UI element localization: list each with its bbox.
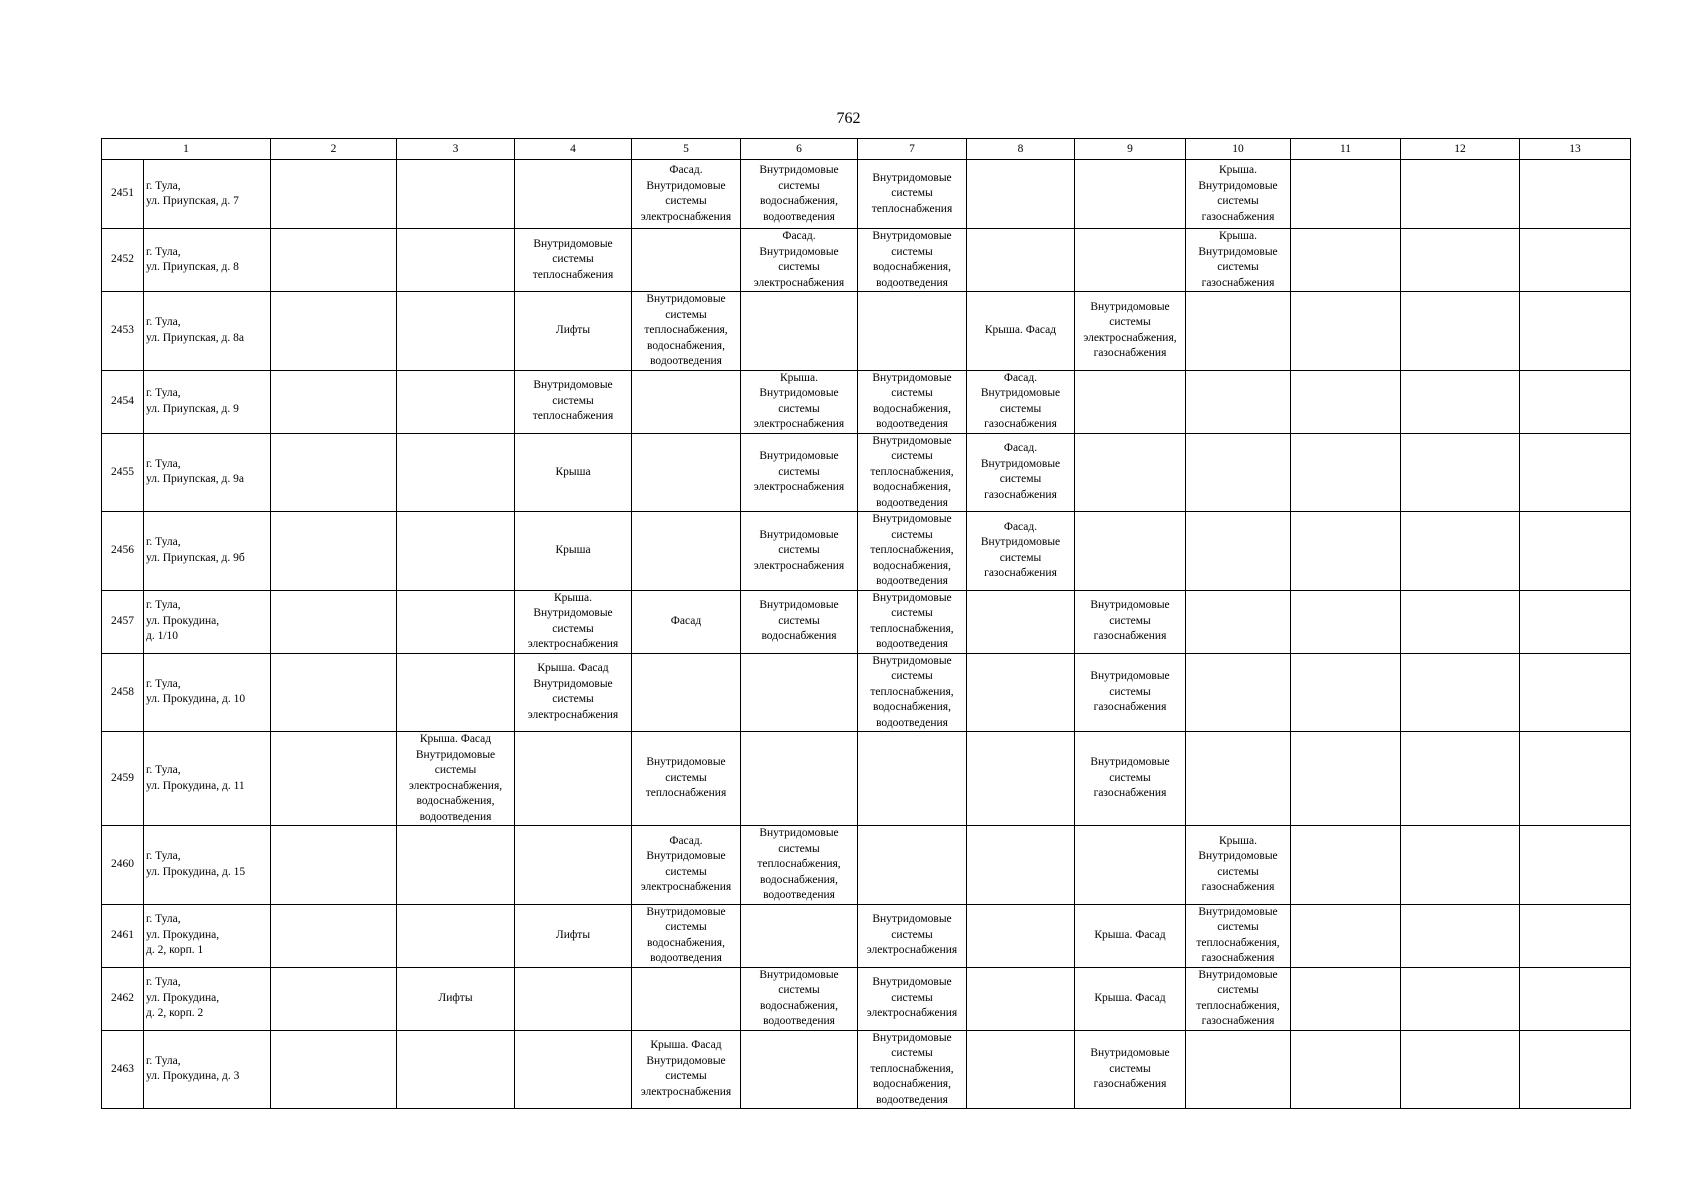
work-type-text: Лифты — [555, 324, 591, 336]
work-type-text: Внутридомовые системы теплоснабжения — [532, 379, 614, 423]
work-cell-col-7 — [858, 590, 967, 653]
work-cell-col-8 — [967, 160, 1075, 229]
work-cell-col-13 — [1520, 826, 1631, 905]
work-type-text: Крыша. Внутридомовые системы газоснабжения — [1198, 164, 1278, 223]
work-cell-col-12 — [1401, 229, 1520, 292]
work-type-text: Внутридомовые системы водоснабжения — [759, 599, 839, 643]
work-cell-col-11 — [1291, 590, 1401, 653]
work-cell-col-13 — [1520, 653, 1631, 732]
work-type-text: Внутридомовые системы теплоснабжения, водоснабжения, водоотведения — [644, 293, 728, 367]
work-cell-col-4 — [515, 653, 632, 732]
work-type-text: Внутридомовые системы газоснабжения — [1090, 1047, 1170, 1090]
work-cell-col-7 — [858, 229, 967, 292]
work-cell-col-8 — [967, 1030, 1075, 1109]
column-header-4: 4 — [515, 139, 632, 160]
address-cell — [144, 229, 271, 292]
work-cell-col-2 — [271, 732, 397, 826]
address-cell — [144, 160, 271, 229]
address-text: г. Тула, ул. Прокудина, д. 15 — [146, 850, 246, 878]
address-text: г. Тула, ул. Приупская, д. 7 — [146, 179, 239, 207]
work-cell-col-8 — [967, 590, 1075, 653]
work-cell-col-6 — [741, 653, 858, 732]
work-type-text: Внутридомовые системы электроснабжения — [753, 528, 845, 572]
work-cell-col-5 — [632, 229, 741, 292]
work-cell-col-2 — [271, 904, 397, 967]
column-header-2: 2 — [271, 139, 397, 160]
work-cell-col-5 — [632, 292, 741, 371]
work-type-text: Лифты — [555, 928, 591, 941]
row-number: 2451 — [102, 160, 144, 229]
address-cell — [144, 826, 271, 905]
address-text: г. Тула, ул. Прокудина, д. 10 — [146, 677, 246, 706]
work-cell-col-7 — [858, 512, 967, 591]
work-cell-col-5 — [632, 433, 741, 512]
row-number: 2457 — [102, 590, 144, 653]
work-cell-col-7 — [858, 904, 967, 967]
work-type-text: Внутридомовые системы теплоснабжения, водоснабжения, водоотведения — [870, 513, 954, 587]
work-cell-col-11 — [1291, 904, 1401, 967]
work-type-text: Крыша — [555, 465, 591, 478]
column-header-3: 3 — [397, 139, 515, 160]
work-type-text: Фасад. Внутридомовые системы электроснабжения — [753, 230, 845, 289]
work-type-text: Крыша. Фасад Внутридомовые системы электроснабжения — [640, 1039, 732, 1098]
work-cell-col-3 — [397, 904, 515, 967]
work-cell-col-12 — [1401, 370, 1520, 433]
work-type-text: Внутридомовые системы газоснабжения — [1090, 756, 1170, 800]
work-cell-col-11 — [1291, 160, 1401, 229]
row-number: 2456 — [102, 512, 144, 591]
row-number: 2461 — [102, 904, 144, 967]
work-type-text: Внутридомовые системы теплоснабжения, водоснабжения, водоотведения — [870, 434, 954, 509]
work-type-text: Внутридомовые системы газоснабжения — [1090, 670, 1170, 713]
table-row — [102, 512, 1631, 591]
work-type-text: Внутридомовые системы электроснабжения, газоснабжения — [1083, 300, 1177, 360]
work-type-text: Внутридомовые системы водоснабжения, водоотведения — [759, 164, 839, 223]
work-type-text: Внутридомовые системы теплоснабжения — [871, 171, 953, 215]
work-type-text: Крыша. Внутридомовые системы газоснабжения — [1198, 230, 1278, 289]
work-cell-col-12 — [1401, 160, 1520, 229]
work-cell-col-4 — [515, 732, 632, 826]
work-cell-col-10 — [1186, 433, 1291, 512]
work-cell-col-4 — [515, 1030, 632, 1109]
work-type-text: Лифты — [438, 991, 473, 1004]
column-header-9: 9 — [1075, 139, 1186, 160]
address-text: г. Тула, ул. Прокудина, д. 1/10 — [146, 599, 220, 643]
work-cell-col-7 — [858, 292, 967, 371]
work-type-text: Крыша. Фасад — [984, 324, 1057, 336]
work-cell-col-6 — [741, 512, 858, 591]
work-cell-col-3 — [397, 370, 515, 433]
column-header-7: 7 — [858, 139, 967, 160]
work-type-text: Фасад. Внутридомовые системы электроснабжения — [640, 164, 732, 223]
address-cell — [144, 1030, 271, 1109]
table-row — [102, 1030, 1631, 1109]
work-cell-col-10 — [1186, 653, 1291, 732]
work-cell-col-7 — [858, 967, 967, 1030]
work-cell-col-3 — [397, 229, 515, 292]
work-cell-col-8 — [967, 292, 1075, 371]
address-text: г. Тула, ул. Прокудина, д. 2, корп. 1 — [146, 913, 220, 957]
work-type-text: Внутридомовые системы теплоснабжения, газоснабжения — [1196, 968, 1280, 1027]
work-cell-col-10 — [1186, 512, 1291, 591]
work-type-text: Внутридомовые системы теплоснабжения, водоснабжения, водоотведения — [870, 1031, 954, 1106]
work-cell-col-6 — [741, 1030, 858, 1109]
work-cell-col-6 — [741, 826, 858, 905]
work-cell-col-9 — [1075, 292, 1186, 371]
work-cell-col-12 — [1401, 653, 1520, 732]
work-cell-col-12 — [1401, 590, 1520, 653]
column-header-10: 10 — [1186, 139, 1291, 160]
work-cell-col-3 — [397, 967, 515, 1030]
address-text: г. Тула, ул. Приупская, д. 9а — [146, 457, 244, 486]
work-cell-col-2 — [271, 512, 397, 591]
table-row — [102, 370, 1631, 433]
address-text: г. Тула, ул. Приупская, д. 8а — [146, 316, 244, 344]
work-cell-col-8 — [967, 653, 1075, 732]
work-cell-col-10 — [1186, 590, 1291, 653]
work-cell-col-4 — [515, 229, 632, 292]
work-cell-col-6 — [741, 904, 858, 967]
work-cell-col-9 — [1075, 732, 1186, 826]
table-row — [102, 967, 1631, 1030]
work-cell-col-11 — [1291, 229, 1401, 292]
work-cell-col-8 — [967, 229, 1075, 292]
work-cell-col-10 — [1186, 967, 1291, 1030]
work-cell-col-2 — [271, 370, 397, 433]
table-row — [102, 590, 1631, 653]
work-type-text: Внутридомовые системы электроснабжения — [866, 976, 958, 1020]
address-cell — [144, 732, 271, 826]
work-cell-col-4 — [515, 292, 632, 371]
work-cell-col-4 — [515, 967, 632, 1030]
work-cell-col-13 — [1520, 512, 1631, 591]
table-row — [102, 653, 1631, 732]
work-type-text: Крыша. Внутридомовые системы газоснабжения — [1198, 834, 1278, 894]
work-cell-col-11 — [1291, 292, 1401, 371]
work-cell-col-5 — [632, 904, 741, 967]
work-cell-col-9 — [1075, 160, 1186, 229]
work-cell-col-5 — [632, 370, 741, 433]
page-number: 762 — [836, 110, 861, 127]
work-cell-col-3 — [397, 433, 515, 512]
work-cell-col-11 — [1291, 967, 1401, 1030]
work-cell-col-11 — [1291, 370, 1401, 433]
table-row — [102, 229, 1631, 292]
work-cell-col-5 — [632, 653, 741, 732]
work-cell-col-9 — [1075, 1030, 1186, 1109]
work-cell-col-8 — [967, 826, 1075, 905]
row-number: 2455 — [102, 433, 144, 512]
work-cell-col-10 — [1186, 826, 1291, 905]
work-type-text: Внутридомовые системы теплоснабжения, газоснабжения — [1196, 905, 1280, 964]
work-type-text: Крыша. Фасад Внутридомовые системы электроснабжения — [527, 662, 619, 721]
work-cell-col-2 — [271, 653, 397, 732]
work-type-text: Внутридомовые системы водоснабжения, водоотведения — [646, 905, 726, 964]
work-cell-col-6 — [741, 590, 858, 653]
work-cell-col-6 — [741, 433, 858, 512]
work-type-text: Фасад — [670, 614, 702, 627]
header-row — [102, 139, 1631, 160]
work-cell-col-2 — [271, 1030, 397, 1109]
row-number: 2454 — [102, 370, 144, 433]
work-cell-col-12 — [1401, 904, 1520, 967]
address-cell — [144, 653, 271, 732]
table-row — [102, 826, 1631, 905]
work-cell-col-10 — [1186, 292, 1291, 371]
work-type-text: Крыша. Внутридомовые системы электроснабжения — [527, 591, 619, 650]
work-type-text: Крыша — [555, 544, 591, 556]
work-cell-col-11 — [1291, 826, 1401, 905]
work-cell-col-7 — [858, 1030, 967, 1109]
work-cell-col-11 — [1291, 512, 1401, 591]
work-cell-col-4 — [515, 904, 632, 967]
work-type-text: Внутридомовые системы теплоснабжения — [645, 756, 727, 800]
row-number: 2458 — [102, 653, 144, 732]
work-cell-col-3 — [397, 826, 515, 905]
address-cell — [144, 904, 271, 967]
work-type-text: Внутридомовые системы водоснабжения, водоотведения — [759, 968, 839, 1027]
work-type-text: Внутридомовые системы теплоснабжения, водоснабжения, водоотведения — [757, 827, 841, 901]
work-cell-col-13 — [1520, 292, 1631, 371]
column-header-13: 13 — [1520, 139, 1631, 160]
address-text: г. Тула, ул. Прокудина, д. 11 — [146, 764, 245, 792]
work-cell-col-9 — [1075, 590, 1186, 653]
work-cell-col-8 — [967, 732, 1075, 826]
work-cell-col-13 — [1520, 590, 1631, 653]
row-number: 2459 — [102, 732, 144, 826]
address-text: г. Тула, ул. Приупская, д. 8 — [146, 245, 239, 273]
work-type-text: Внутридомовые системы электроснабжения — [866, 913, 958, 957]
work-cell-col-9 — [1075, 904, 1186, 967]
work-type-text: Крыша. Фасад Внутридомовые системы электроснабжения, водоснабжения, водоотведения — [408, 733, 503, 823]
work-type-text: Крыша. Фасад — [1094, 928, 1166, 941]
work-cell-col-13 — [1520, 229, 1631, 292]
address-text: г. Тула, ул. Прокудина, д. 2, корп. 2 — [146, 976, 220, 1020]
work-cell-col-9 — [1075, 967, 1186, 1030]
work-type-text: Крыша. Внутридомовые системы электроснабжения — [753, 371, 845, 430]
work-type-text: Внутридомовые системы электроснабжения — [753, 450, 845, 493]
work-cell-col-13 — [1520, 433, 1631, 512]
work-cell-col-12 — [1401, 1030, 1520, 1109]
work-cell-col-13 — [1520, 160, 1631, 229]
address-cell — [144, 512, 271, 591]
work-cell-col-3 — [397, 653, 515, 732]
work-type-text: Фасад. Внутридомовые системы газоснабжения — [980, 442, 1061, 501]
table-row — [102, 160, 1631, 229]
work-cell-col-6 — [741, 370, 858, 433]
work-cell-col-3 — [397, 1030, 515, 1109]
work-cell-col-4 — [515, 512, 632, 591]
work-cell-col-9 — [1075, 433, 1186, 512]
repair-schedule-table — [101, 138, 1631, 1109]
work-cell-col-4 — [515, 160, 632, 229]
column-header-1: 1 — [102, 139, 271, 160]
work-cell-col-11 — [1291, 433, 1401, 512]
work-cell-col-3 — [397, 590, 515, 653]
work-cell-col-9 — [1075, 512, 1186, 591]
work-type-text: Фасад. Внутридомовые системы электроснабжения — [640, 834, 732, 894]
work-cell-col-13 — [1520, 732, 1631, 826]
work-type-text: Внутридомовые системы теплоснабжения, водоотведения — [870, 591, 954, 650]
work-cell-col-7 — [858, 370, 967, 433]
work-type-text: Фасад. Внутридомовые системы газоснабжения — [980, 520, 1061, 580]
work-cell-col-4 — [515, 433, 632, 512]
work-cell-col-5 — [632, 826, 741, 905]
work-cell-col-6 — [741, 229, 858, 292]
work-type-text: Фасад. Внутридомовые системы газоснабжения — [980, 371, 1061, 430]
table-row — [102, 732, 1631, 826]
work-cell-col-6 — [741, 967, 858, 1030]
address-cell — [144, 433, 271, 512]
work-cell-col-3 — [397, 292, 515, 371]
address-cell — [144, 967, 271, 1030]
work-cell-col-2 — [271, 590, 397, 653]
work-cell-col-12 — [1401, 732, 1520, 826]
work-cell-col-8 — [967, 433, 1075, 512]
work-cell-col-5 — [632, 512, 741, 591]
work-cell-col-6 — [741, 732, 858, 826]
address-cell — [144, 292, 271, 371]
work-cell-col-9 — [1075, 229, 1186, 292]
address-cell — [144, 370, 271, 433]
work-type-text: Внутридомовые системы водоснабжения, водоотведения — [872, 230, 952, 289]
row-number: 2460 — [102, 826, 144, 905]
column-header-5: 5 — [632, 139, 741, 160]
work-cell-col-3 — [397, 160, 515, 229]
work-cell-col-7 — [858, 826, 967, 905]
work-cell-col-7 — [858, 433, 967, 512]
work-cell-col-8 — [967, 904, 1075, 967]
work-cell-col-4 — [515, 590, 632, 653]
work-cell-col-10 — [1186, 904, 1291, 967]
address-text: г. Тула, ул. Приупская, д. 9б — [146, 536, 245, 564]
work-cell-col-12 — [1401, 292, 1520, 371]
table-row — [102, 433, 1631, 512]
work-cell-col-4 — [515, 370, 632, 433]
work-cell-col-12 — [1401, 512, 1520, 591]
work-cell-col-10 — [1186, 732, 1291, 826]
work-cell-col-10 — [1186, 370, 1291, 433]
column-header-12: 12 — [1401, 139, 1520, 160]
work-cell-col-13 — [1520, 1030, 1631, 1109]
row-number: 2452 — [102, 229, 144, 292]
address-text: г. Тула, ул. Приупская, д. 9 — [146, 387, 239, 415]
work-cell-col-2 — [271, 292, 397, 371]
column-header-11: 11 — [1291, 139, 1401, 160]
work-cell-col-9 — [1075, 370, 1186, 433]
row-number: 2463 — [102, 1030, 144, 1109]
address-cell — [144, 590, 271, 653]
work-type-text: Внутридомовые системы водоснабжения, водоотведения — [872, 371, 952, 430]
work-cell-col-9 — [1075, 826, 1186, 905]
work-cell-col-5 — [632, 732, 741, 826]
work-cell-col-7 — [858, 653, 967, 732]
work-cell-col-11 — [1291, 732, 1401, 826]
work-cell-col-11 — [1291, 653, 1401, 732]
work-type-text: Внутридомовые системы газоснабжения — [1090, 599, 1170, 643]
work-cell-col-9 — [1075, 653, 1186, 732]
work-type-text: Крыша. Фасад — [1094, 991, 1166, 1004]
work-cell-col-11 — [1291, 1030, 1401, 1109]
work-cell-col-2 — [271, 826, 397, 905]
work-cell-col-13 — [1520, 904, 1631, 967]
work-cell-col-6 — [741, 160, 858, 229]
row-number: 2462 — [102, 967, 144, 1030]
work-cell-col-12 — [1401, 433, 1520, 512]
work-cell-col-10 — [1186, 1030, 1291, 1109]
work-cell-col-4 — [515, 826, 632, 905]
work-cell-col-10 — [1186, 160, 1291, 229]
work-cell-col-5 — [632, 160, 741, 229]
work-cell-col-2 — [271, 967, 397, 1030]
table-row — [102, 904, 1631, 967]
work-cell-col-5 — [632, 1030, 741, 1109]
work-cell-col-2 — [271, 229, 397, 292]
column-header-8: 8 — [967, 139, 1075, 160]
work-cell-col-7 — [858, 732, 967, 826]
work-cell-col-12 — [1401, 967, 1520, 1030]
work-cell-col-6 — [741, 292, 858, 371]
work-cell-col-13 — [1520, 967, 1631, 1030]
table-row — [102, 292, 1631, 371]
work-cell-col-8 — [967, 967, 1075, 1030]
work-cell-col-8 — [967, 370, 1075, 433]
work-cell-col-10 — [1186, 229, 1291, 292]
work-cell-col-13 — [1520, 370, 1631, 433]
address-text: г. Тула, ул. Прокудина, д. 3 — [146, 1054, 240, 1083]
work-cell-col-7 — [858, 160, 967, 229]
row-number: 2453 — [102, 292, 144, 371]
work-cell-col-5 — [632, 967, 741, 1030]
work-cell-col-2 — [271, 160, 397, 229]
work-cell-col-5 — [632, 590, 741, 653]
work-cell-col-2 — [271, 433, 397, 512]
work-cell-col-3 — [397, 512, 515, 591]
work-cell-col-12 — [1401, 826, 1520, 905]
work-cell-col-8 — [967, 512, 1075, 591]
work-type-text: Внутридомовые системы теплоснабжения — [532, 237, 614, 281]
column-header-6: 6 — [741, 139, 858, 160]
work-cell-col-3 — [397, 732, 515, 826]
work-type-text: Внутридомовые системы теплоснабжения, водоснабжения, водоотведения — [870, 654, 954, 729]
